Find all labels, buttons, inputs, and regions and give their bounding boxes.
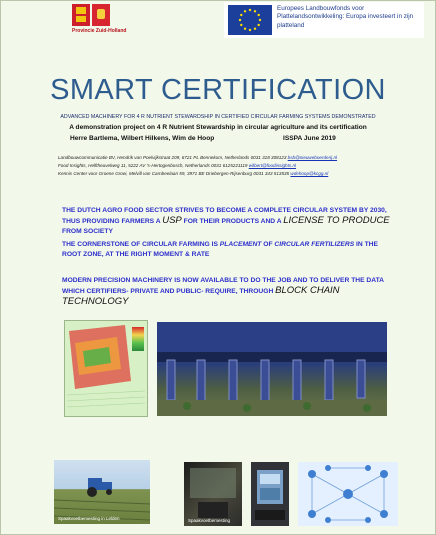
province-logo-text: Provincie Zuid-Holland [72,28,127,34]
blockchain-network-image [298,462,398,526]
affiliation-email-link[interactable]: wilbert@foodinsights.nl [248,163,297,168]
eu-funding-text: Europees Landbouwfonds voor Plattelandsontwikkeling: Europa investeert in zijn platteland [277,5,414,29]
statement-circular-system [62,206,392,237]
eu-stars-icon [238,8,262,32]
statement-emphasis-blockchain: BLOCK CHAIN TECHNOLOGY [62,285,340,307]
affiliation-text: Kennis Center voor Groene Groei, Melvill van Carnbeelaan 59, 3971 BE Driebergen-Rijsenburg 0031 343 513535 [58,171,291,176]
field-map-image [64,320,148,417]
eu-flag-icon [228,5,272,35]
statement-text: IN THE ROOT ZONE, AT THE RIGHT MOMENT & RATE [62,241,378,258]
terminal-screen-image [251,462,289,526]
poster-conference: ISSPA June 2019 [283,135,336,142]
blockchain-network-graphic [298,462,398,526]
affiliation-line [58,171,388,176]
tractor-cabin-image [184,462,242,526]
terminal-graphic [251,462,289,526]
tractor-field-caption: Spaakvoetbemesting in Lelden [58,516,120,521]
statement-text: THE DUTCH AGRO FOOD SECTOR STRIVES TO BECOME A COMPLETE CIRCULAR SYSTEM BY 2030, THUS PROVIDING FARMERS A [62,207,387,225]
province-crest-icon [92,4,110,26]
statement-text: THE CORNERSTONE OF CIRCULAR FARMING IS [62,241,220,248]
machine-graphic [157,322,387,416]
tractor-field-image [54,460,150,524]
poster-authors: Herre Bartlema, Wilbert Hilkens, Wim de Hoop [70,135,215,142]
statement-cornerstone [62,240,392,260]
statement-text: FOR THEIR PRODUCTS AND A [181,218,284,225]
cabin-graphic [184,462,242,526]
statement-emphasis-fertilizers: CIRCULAR FERTILIZERS [274,241,355,248]
statement-text: FROM SOCIETY [62,228,113,235]
statement-text: OF [261,241,275,248]
affiliation-text: Landbouwcommunicatie BV, Hendrik van Poelvijkstraat 209, 6721 PL Bennekom, Netherlands 0031 318 308123 [58,155,288,160]
statement-emphasis-license: LICENSE TO PRODUCE [283,215,390,226]
statement-emphasis-usp: USP [162,215,182,226]
statement-text: MODERN PRECISION MACHINERY IS NOW AVAILABLE TO DO THE JOB AND TO DELIVER THE DATA WHICH CERTIFIERS- PRIVATE AND PUBLIC- REQUIRE, THROUGH [62,277,384,295]
affiliation-line [58,163,388,168]
affiliation-email-link[interactable]: wdehoop@kcgg.nl [290,171,329,176]
statement-emphasis-placement: PLACEMENT [219,241,262,248]
affiliation-email-link[interactable]: bsb@nieuweboerderij.nl [287,155,338,160]
poster-subtitle-bold: A demonstration project on 4 R Nutrient Stewardship in circular agriculture and its certification [69,124,367,131]
eu-funding-logo [224,2,424,38]
province-zuid-holland-logo [72,4,130,40]
map-legend-icon [132,327,144,351]
tractor-graphic [54,460,150,524]
poster-subtitle-small: ADVANCED MACHINERY FOR 4 R NUTRIENT STEWARDSHIP IN CERTIFIED CIRCULAR FARMING SYSTEMS DEMONSTRATED [60,114,376,120]
statement-precision-machinery [62,276,392,308]
fertilizer-machine-image [157,322,387,416]
affiliation-text: Food Insights, Helftheuvelweg 11, 5222 AV 's-Hertogenbosch, Netherlands 0031 6125221119 [58,163,249,168]
affiliation-line [58,155,388,160]
tractor-cabin-caption: Spaakvoetbemesting [188,518,231,523]
poster-title: SMART CERTIFICATION [50,74,386,106]
province-flag-icon [72,4,90,26]
